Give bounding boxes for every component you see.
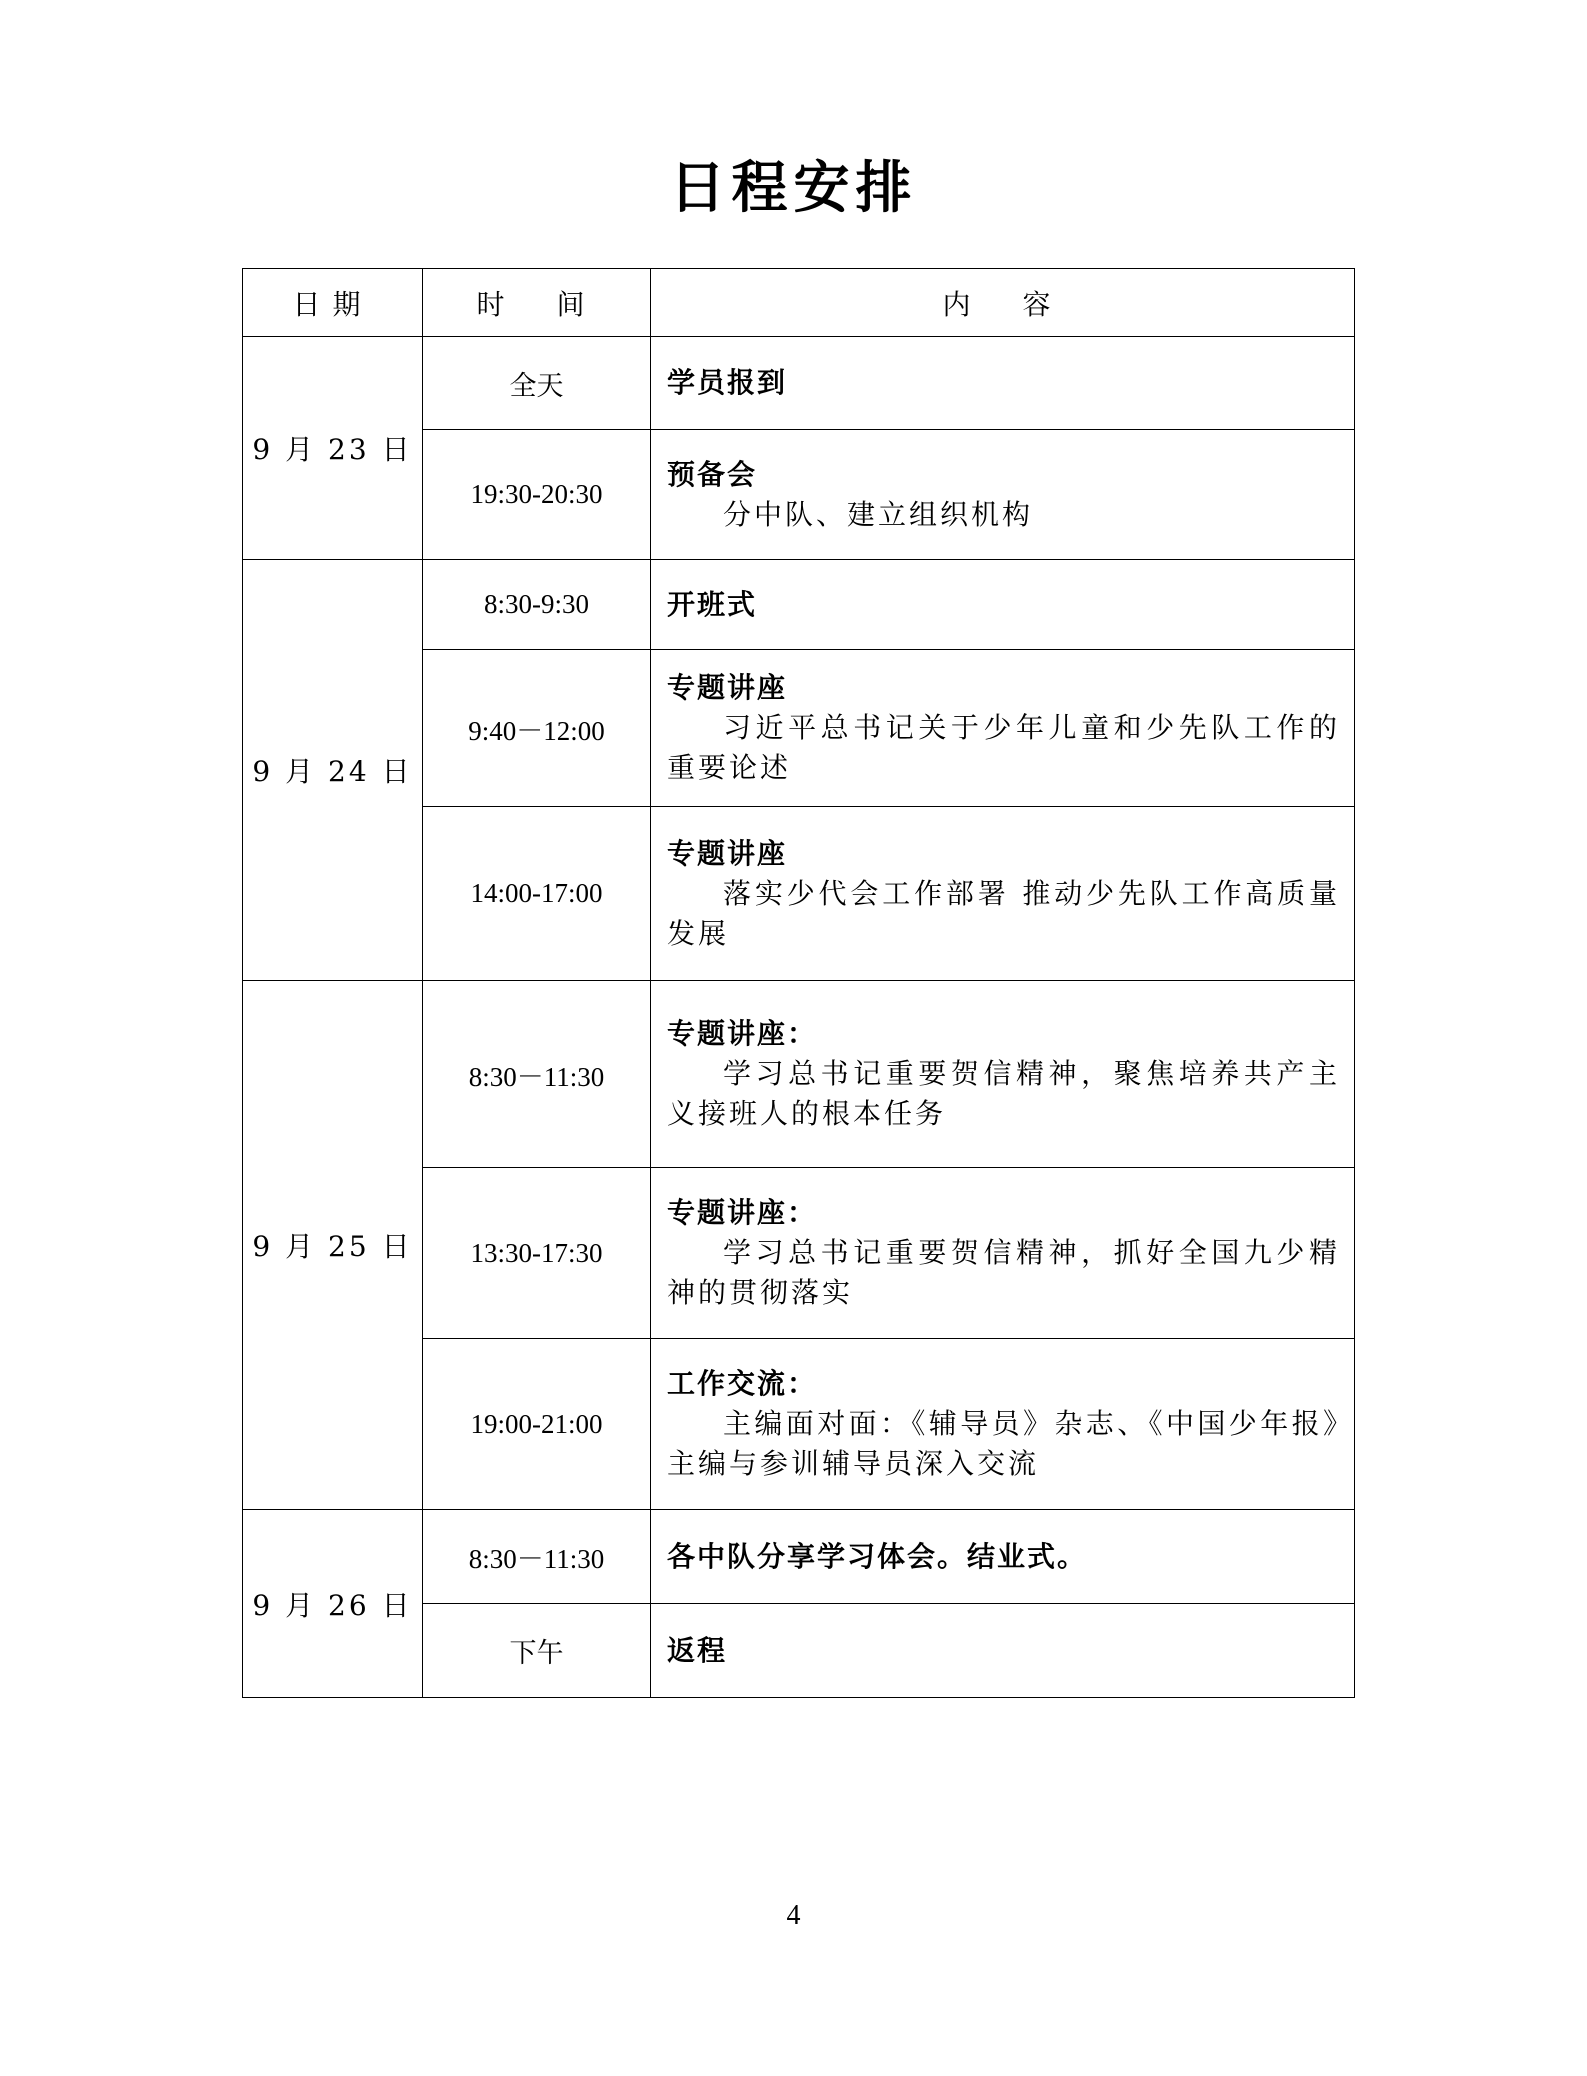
content-lead: 工作交流： <box>667 1367 818 1400</box>
content-body: 分中队、建立组织机构 <box>723 497 1034 531</box>
table-row <box>243 337 1355 430</box>
content-lead: 学员报到 <box>667 366 788 399</box>
date-cell: 9 月 23 日 <box>243 337 423 560</box>
date-cell: 9 月 24 日 <box>243 560 423 981</box>
time-cell: 19:00-21:00 <box>423 1339 651 1510</box>
header-date: 日期 <box>243 269 423 337</box>
time-cell: 8:30-9:30 <box>423 560 651 650</box>
header-time: 时 间 <box>423 269 651 337</box>
content-body: 习近平总书记关于少年儿童和少先队工作的重要论述 <box>667 711 1340 784</box>
time-cell: 13:30-17:30 <box>423 1168 651 1339</box>
content-body: 落实少代会工作部署 推动少先队工作高质量发展 <box>667 876 1340 950</box>
table-row <box>243 560 1355 650</box>
content-cell <box>651 981 1355 1168</box>
date-cell: 9 月 25 日 <box>243 981 423 1510</box>
content-cell <box>651 560 1355 650</box>
table-header-row <box>243 269 1355 337</box>
time-cell: 8:30－11:30 <box>423 981 651 1168</box>
content-lead: 专题讲座 <box>667 836 788 870</box>
content-body: 学习总书记重要贺信精神，抓好全国九少精神的贯彻落实 <box>667 1236 1340 1309</box>
page-title: 日程安排 <box>669 155 918 221</box>
content-lead: 专题讲座： <box>667 1196 818 1229</box>
content-cell <box>651 1339 1355 1510</box>
content-body: 学习总书记重要贺信精神，聚焦培养共产主义接班人的根本任务 <box>667 1057 1340 1130</box>
time-cell: 8:30－11:30 <box>423 1510 651 1604</box>
content-lead: 专题讲座 <box>667 671 788 704</box>
content-cell <box>651 430 1355 560</box>
time-cell: 14:00-17:00 <box>423 807 651 981</box>
table-row <box>243 981 1355 1168</box>
page-number: 4 <box>786 1900 801 1931</box>
content-cell <box>651 1510 1355 1604</box>
content-cell <box>651 1168 1355 1339</box>
content-lead: 专题讲座： <box>667 1017 818 1050</box>
content-body: 主编面对面：《辅导员》杂志、《中国少年报》主编与参训辅导员深入交流 <box>667 1407 1340 1480</box>
content-lead: 各中队分享学习体会。结业式。 <box>667 1539 1088 1573</box>
content-cell <box>651 1604 1355 1698</box>
time-cell: 下午 <box>423 1604 651 1698</box>
content-lead: 返程 <box>667 1633 728 1667</box>
content-cell <box>651 337 1355 430</box>
time-cell: 9:40－12:00 <box>423 650 651 807</box>
content-lead: 预备会 <box>667 457 758 491</box>
content-cell <box>651 807 1355 981</box>
date-cell: 9 月 26 日 <box>243 1510 423 1698</box>
header-content: 内 容 <box>651 269 1355 337</box>
content-lead: 开班式 <box>667 587 758 621</box>
content-cell <box>651 650 1355 807</box>
schedule-table <box>242 268 1355 1698</box>
time-cell: 19:30-20:30 <box>423 430 651 560</box>
table-row <box>243 1510 1355 1604</box>
time-cell: 全天 <box>423 337 651 430</box>
